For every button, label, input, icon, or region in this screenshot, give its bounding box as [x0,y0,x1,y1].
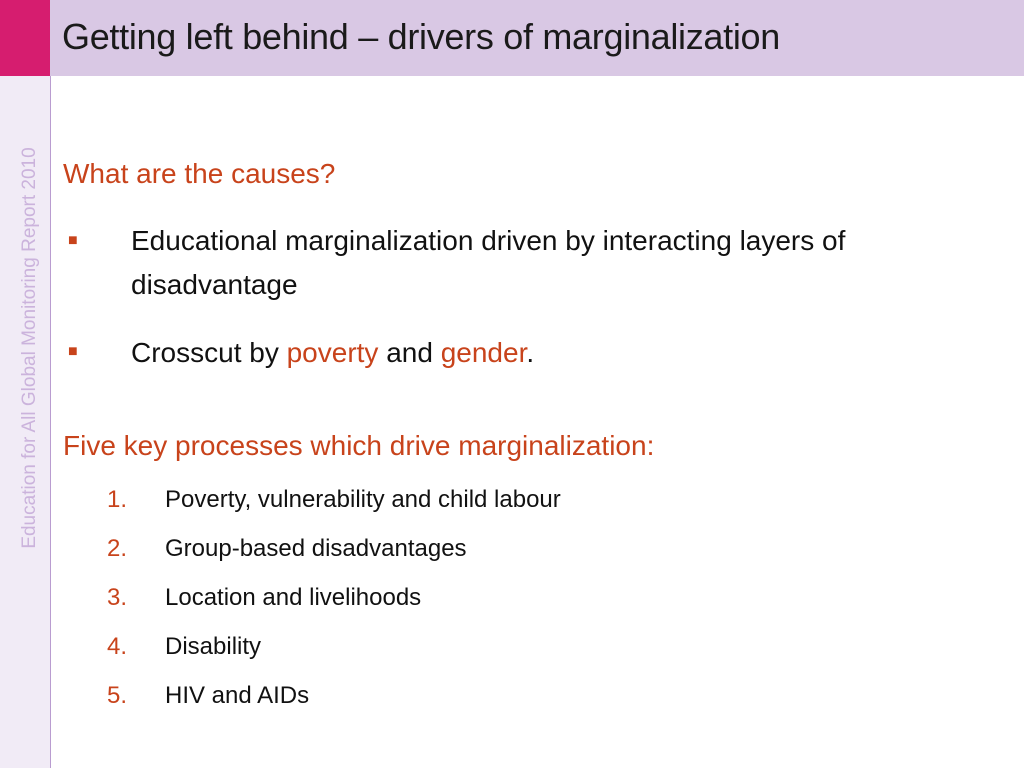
bullet-prefix: Crosscut by [131,337,287,368]
bullet-item: Educational marginalization driven by interacting layers of disadvantage [131,225,846,300]
brand-accent-block [0,0,50,76]
list-item: Location and livelihoods [165,584,422,611]
list-item: Group-based disadvantages [165,535,467,562]
list-item: Poverty, vulnerability and child labour [165,486,561,513]
heading-causes: What are the causes? [63,158,336,189]
bullet-suffix: . [526,337,535,368]
list-number: 3. [107,584,128,611]
side-vertical-text: Education for All Global Monitoring Report 2010 [19,147,40,549]
bullet-square-icon: ■ [68,343,78,360]
list-number: 2. [107,535,128,562]
side-divider [50,76,51,768]
list-number: 1. [107,486,128,513]
highlight-gender: gender [440,337,527,368]
heading-processes: Five key processes which drive marginalization: [63,430,655,461]
list-item: Disability [165,633,262,660]
bullet-square-icon: ■ [68,232,78,249]
bullet-item [131,331,951,375]
list-number: 4. [107,633,128,660]
slide-title: Getting left behind – drivers of marginalization [62,16,780,57]
list-item: HIV and AIDs [165,682,310,709]
bullet-middle: and [378,337,441,368]
list-number: 5. [107,682,128,709]
highlight-poverty: poverty [286,337,379,368]
